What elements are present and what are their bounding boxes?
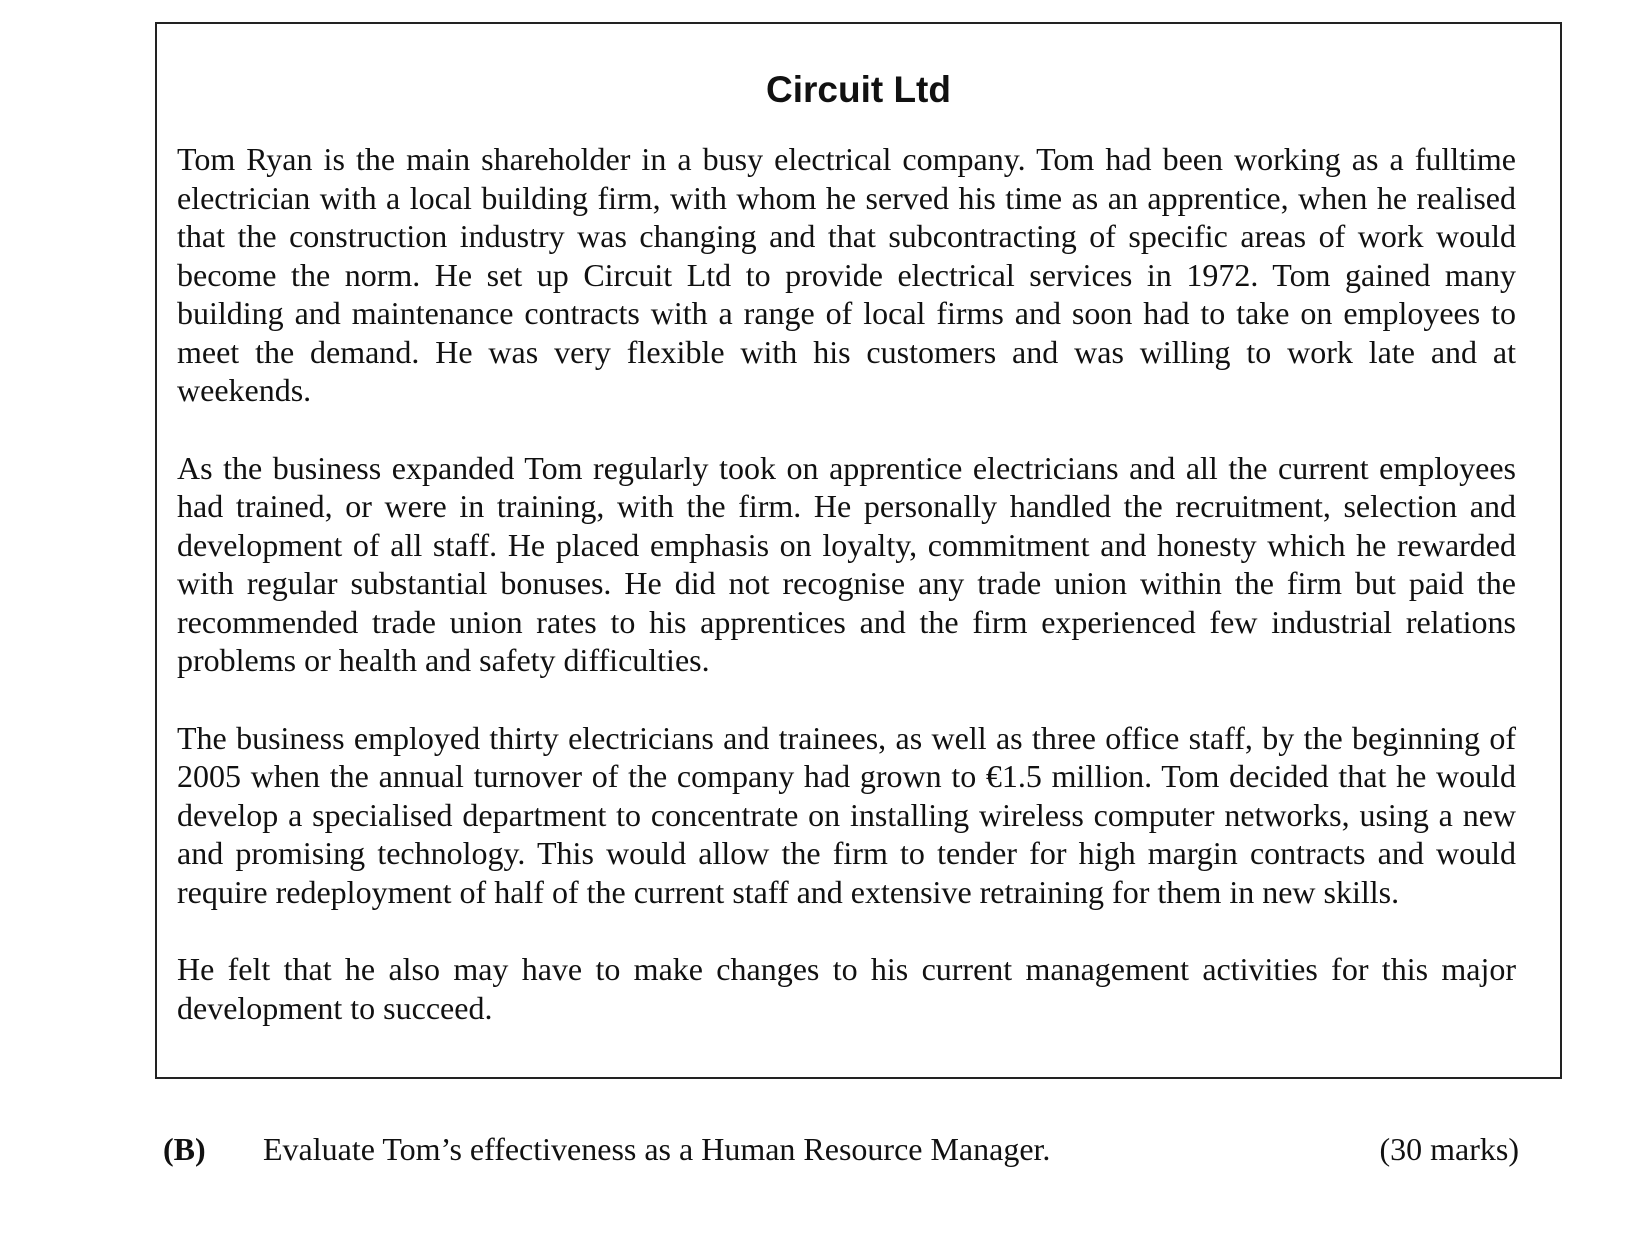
question-marks: (30 marks): [1379, 1131, 1519, 1167]
question-text: Evaluate Tom’s effectiveness as a Human Resource Manager.: [263, 1131, 1051, 1167]
case-paragraph-1: Tom Ryan is the main shareholder in a busy electrical company. Tom had been working as a fulltime electrician with a local building firm, with whom he served his time as an apprentice, when he realised that the construction industry was changing and that subcontracting of specific areas of work would become the norm. He set up Circuit Ltd to provide electrical services in 1972. Tom gained many building and maintenance contracts with a range of local firms and soon had to take on employees to meet the demand. He was very flexible with his customers and was willing to work late and at weekends.: [177, 141, 1516, 408]
case-paragraph-4: He felt that he also may have to make changes to his current management activities for this major development to succeed.: [177, 951, 1516, 1026]
case-study-title: Circuit Ltd: [766, 69, 951, 110]
case-paragraph-3: The business employed thirty electricians and trainees, as well as three office staff, by the beginning of 2005 when the annual turnover of the company had grown to €1.5 million. Tom decided that he would develop a specialised department to concentrate on installing wireless computer networks, using a new and promising technology. This would allow the firm to tender for high margin contracts and would require redeployment of half of the current staff and extensive retraining for them in new skills.: [177, 719, 1516, 910]
case-paragraph-2: As the business expanded Tom regularly took on apprentice electricians and all the current employees had trained, or were in training, with the firm. He personally handled the recruitment, selection and development of all staff. He placed emphasis on loyalty, commitment and honesty which he rewarded with regular substantial bonuses. He did not recognise any trade union within the firm but paid the recommended trade union rates to his apprentices and the firm experienced few industrial relations problems or health and safety difficulties.: [177, 449, 1516, 678]
case-study-body: [177, 140, 1516, 1027]
question-label: (B): [163, 1131, 206, 1167]
case-study-box: [155, 22, 1562, 1079]
